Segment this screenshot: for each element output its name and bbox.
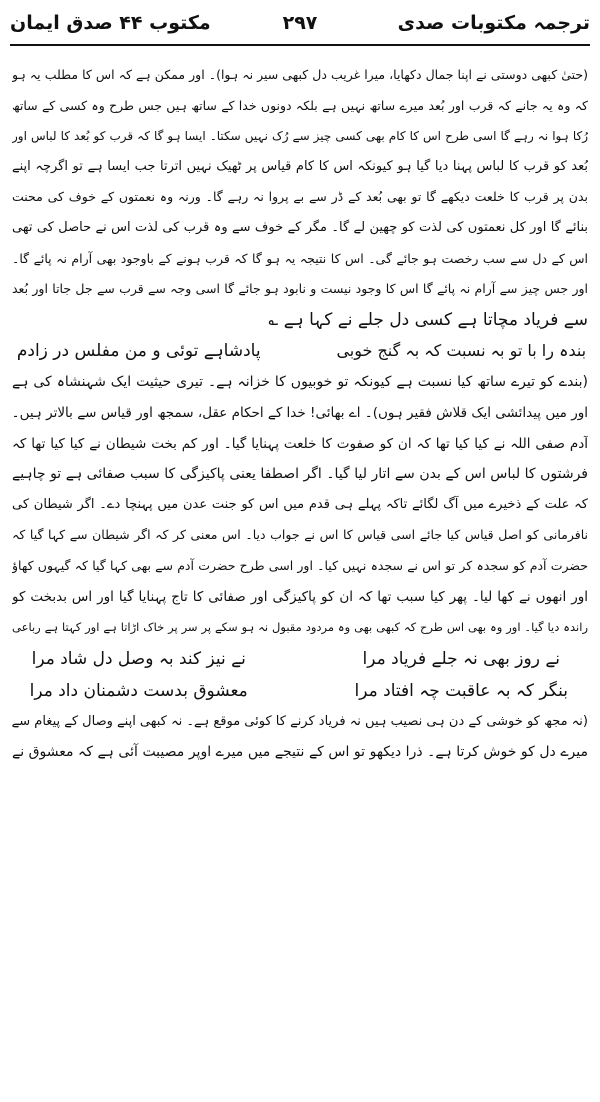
text-line: اور جس چیز سے آرام نہ پائے گا اس کا وجود نیست و نابود ہو جائے گا اسی وجہ سے قرب سے جل جاتا اور بُعد xyxy=(12,281,588,297)
verse-hemistich-right: بنگر کہ بہ عاقبت چہ افتاد مرا xyxy=(354,680,569,701)
text-line: اس کے دل سے سب رخصت ہو جائے گی۔ اس کا نتیجہ یہ ہو گا کہ قرب ہونے کے باوجود بھی آرام نہ پائے گا۔ xyxy=(12,250,588,266)
letter-title: مکتوب ۴۴ صدق ایمان xyxy=(10,12,211,34)
verse-hemistich-left: پادشاہے توئی و من مفلس در زادم xyxy=(16,341,261,362)
page-header xyxy=(10,8,590,42)
text-line: فرشتوں کا لباس اس کے بدن سے اتار لیا گیا۔ اگر اصطفا یعنی پاکیزگی کا سبب صفائی ہے تو چاہیے xyxy=(12,466,588,483)
text-line: اور میں پیدائشی ایک قلاش فقیر ہوں)۔ اے بھائی! خدا کے احکام عقل، سمجھ اور قیاس سے بالاتر ہیں۔ xyxy=(12,404,588,421)
page-body xyxy=(12,60,588,768)
text-line: اور انھوں نے کھا لیا۔ پھر کیا سبب تھا کہ ان کو پاکیزگی اور صفائی کا تاج پہنایا گیا اور اس بدبخت کو xyxy=(12,588,588,605)
verse-couplet-1 xyxy=(12,335,588,367)
text-line: کہ وہ یہ جانے کہ قرب اور بُعد میرے ساتھ نہیں ہے بلکہ دونوں خدا کے ساتھ ہیں جس طرح وہ کسی کے ساتھ xyxy=(12,97,588,113)
book-title: ترجمہ مکتوبات صدی xyxy=(397,12,590,34)
text-line: راندہ دیا گیا۔ اور وہ بھی اس طرح کہ کبھی بھی وہ مردود مقبول نہ ہو سکے پر سر پر خاک اڑاتا ہے اور کہتا ہے رباعی xyxy=(12,620,588,635)
paragraph-1 xyxy=(12,60,588,335)
text-line: (بندے کو تیرے ساتھ کیا نسبت ہے کیونکہ تو خوبیوں کا خزانہ ہے۔ تیری حیثیت ایک شہنشاہ کی ہے xyxy=(12,374,588,391)
text-line: کہ علت کے ذخیرے میں آگ لگائے تاکہ پہلے ہی قدم میں اس کو جنت عدن میں پہنچا دے۔ اگر شیطان کی xyxy=(12,496,588,512)
verse-couplet-2 xyxy=(12,643,588,675)
text-line: حضرت آدم کو سجدہ کر تو اس نے سجدہ نہیں کیا۔ اور اسی طرح حضرت آدم سے بھی کہا گیا کہ گیہوں کھاؤ xyxy=(12,557,588,573)
text-line: آدم صفی اللہ نے کیا کیا تھا کہ ان کو صفوت کا خلعت پہنایا گیا۔ اور کم بخت شیطان نے کیا کیا تھا کہ xyxy=(12,435,588,452)
verse-hemistich-left: نے نیز کند بہ وصل دل شاد مرا xyxy=(31,648,246,669)
verse-couplet-3 xyxy=(12,675,588,707)
text-line: نافرمانی کو اصل قیاس کیا جائے اسی قیاس کا اس نے جواب دیا۔ اس معنی کر کہ اگر شیطان سے کہا گیا کہ xyxy=(12,527,588,543)
verse-hemistich-left: معشوق بدست دشمنان داد مرا xyxy=(29,680,248,701)
text-line: بنائے گا اور کل نعمتوں کی لذت کو چھین لے گا۔ مگر کے خوف سے وہ قرب کی لذت اس نے حاصل کی تھی xyxy=(12,219,588,235)
text-line: (حتیٰ کبھی دوستی نے اپنا جمال دکھایا، میرا غریب دل کبھی سیر نہ ہوا)۔ اور ممکن ہے کہ اس کا مطلب یہ ہو xyxy=(12,67,588,82)
text-line: سے فریاد مچاتا ہے کسی دل جلے نے کہا ہے ؎ xyxy=(268,309,588,330)
text-line: میرے دل کو خوش کرتا ہے۔ ذرا دیکھو تو اس کے نتیجے میں میرے اوپر مصیبت آئی ہے کہ معشوق نے xyxy=(12,744,588,761)
verse-hemistich-right: نے روز بھی نہ جلے فریاد مرا xyxy=(362,648,561,669)
paragraph-2 xyxy=(12,367,588,642)
text-line: (نہ مجھ کو خوشی کے دن ہی نصیب ہیں نہ فریاد کرنے کا کوئی موقع ہے۔ نہ کبھی اپنے وصال کے پیغام سے xyxy=(12,713,588,729)
verse-hemistich-right: بندہ را با تو بہ نسبت کہ بہ گنج خوبی xyxy=(336,341,587,361)
text-line: بُعد کو قرب کا لباس پہنا دیا گیا ہو کیونکہ اس کا کام قیاس پر ٹھیک نہیں اترتا جب ایسا ہے تو اگرچہ اپنے xyxy=(12,158,588,174)
text-line: رُکا ہوا نہ رہے گا اسی طرح اس کا کام بھی کسی چیز سے رُک نہیں سکتا۔ ایسا ہو گا کہ قرب کو بُعد کا لباس اور xyxy=(12,129,588,144)
page-number: ۲۹۷ xyxy=(282,12,318,34)
text-line: بدن پر قرب کا خلعت دیکھے گا تو بھی بُعد کے ڈر سے بے پروا نہ رہے گا۔ ورنہ وہ نعمتوں کے خوف کی محنت xyxy=(12,189,588,205)
header-divider xyxy=(10,44,590,46)
paragraph-3 xyxy=(12,707,588,768)
